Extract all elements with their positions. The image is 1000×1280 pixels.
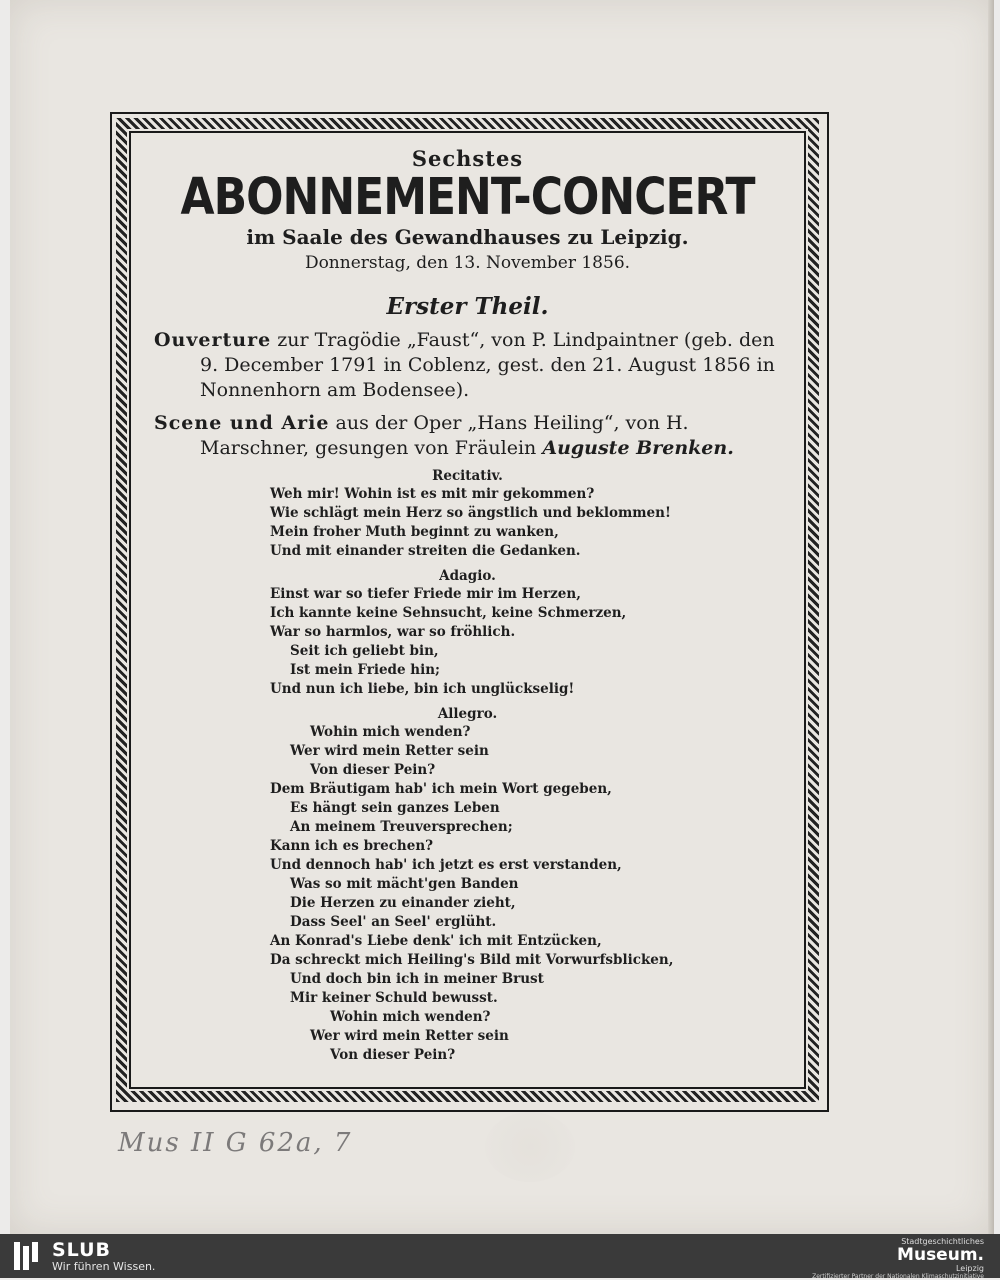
venue: im Saale des Gewandhauses zu Leipzig. — [246, 225, 689, 249]
allegro-lines — [270, 723, 795, 1065]
slub-logo-icon[interactable] — [14, 1242, 40, 1270]
lyric-line: An meinem Treuversprechen; — [290, 819, 513, 835]
lyric-line: Dem Bräutigam hab' ich mein Wort gegeben, — [270, 781, 612, 797]
library-tagline: Wir führen Wissen. — [52, 1260, 156, 1273]
program-item-aria — [140, 411, 795, 461]
embossed-stamp — [485, 1112, 575, 1182]
singer-name: Auguste Brenken. — [542, 437, 734, 459]
lyric-line: Von dieser Pein? — [310, 762, 436, 778]
museum-name: Museum. — [897, 1245, 984, 1265]
museum-city: Leipzig — [955, 1264, 984, 1273]
lyric-line: Und dennoch hab' ich jetzt es erst verstanden, — [270, 857, 622, 873]
handwritten-shelfmark: Mus II G 62a, 7 — [118, 1128, 353, 1158]
lyric-line: Mir keiner Schuld bewusst. — [290, 990, 498, 1006]
section-heading-allegro: Allegro. — [437, 706, 498, 722]
item-text: aus der Oper „Hans Heiling“, von H. Marschner, gesungen von Fräulein — [200, 412, 689, 459]
lyric-line: An Konrad's Liebe denk' ich mit Entzücken, — [270, 933, 602, 949]
viewer-footer — [0, 1234, 1000, 1278]
lyric-line: Wer wird mein Retter sein — [290, 743, 489, 759]
lyric-line: Kann ich es brechen? — [270, 838, 434, 854]
adagio-lines — [270, 585, 795, 699]
concert-number: Sechstes — [411, 146, 524, 171]
lyric-line: Von dieser Pein? — [330, 1047, 456, 1063]
lyric-line: War so harmlos, war so fröhlich. — [270, 624, 516, 640]
museum-note: Zertifizierter Partner der Nationalen Klimaschutzinitiative — [812, 1273, 984, 1280]
lyric-line: Und doch bin ich in meiner Brust — [290, 971, 544, 987]
section-heading-adagio: Adagio. — [439, 568, 496, 584]
lyric-line: Ist mein Friede hin; — [290, 662, 441, 678]
lyric-line: Mein froher Muth beginnt zu wanken, — [270, 524, 559, 540]
lyric-line: Ich kannte keine Sehnsucht, keine Schmerzen, — [270, 605, 627, 621]
library-name[interactable]: SLUB — [52, 1239, 112, 1261]
lyric-line: Dass Seel' an Seel' erglüht. — [290, 914, 497, 930]
museum-logo[interactable] — [812, 1237, 984, 1280]
item-lead: Ouverture — [154, 329, 272, 351]
program-item-overture — [140, 328, 795, 403]
section-heading-recitativ: Recitativ. — [432, 468, 503, 484]
concert-date: Donnerstag, den 13. November 1856. — [304, 253, 631, 273]
lyric-line: Wohin mich wenden? — [310, 724, 471, 740]
lyric-line: Wie schlägt mein Herz so ängstlich und beklommen! — [270, 505, 671, 521]
lyric-line: Was so mit mächt'gen Banden — [290, 876, 519, 892]
program-content — [140, 140, 795, 1065]
recitativ-lines — [270, 485, 795, 561]
item-lead: Scene und Arie — [154, 412, 330, 434]
lyric-line: Da schreckt mich Heiling's Bild mit Vorwurfsblicken, — [270, 952, 674, 968]
lyric-line: Wer wird mein Retter sein — [310, 1028, 509, 1044]
museum-small-label: Stadtgeschichtliches — [901, 1237, 984, 1246]
lyric-line: Seit ich geliebt bin, — [290, 643, 439, 659]
lyric-line: Es hängt sein ganzes Leben — [290, 800, 500, 816]
item-text: zur Tragödie „Faust“, von P. Lindpaintner (geb. den 9. December 1791 in Coblenz, gest. den 21. August 1856 in Nonnenhorn am Bodensee). — [200, 329, 775, 401]
page-edge — [988, 0, 994, 1234]
lyric-line: Und nun ich liebe, bin ich unglückselig! — [270, 681, 575, 697]
lyric-line: Weh mir! Wohin ist es mit mir gekommen? — [270, 486, 595, 502]
lyric-line: Wohin mich wenden? — [330, 1009, 491, 1025]
concert-title: ABONNEMENT-CONCERT — [180, 168, 755, 227]
lyric-line: Und mit einander streiten die Gedanken. — [270, 543, 581, 559]
lyric-line: Die Herzen zu einander zieht, — [290, 895, 516, 911]
part-heading: Erster Theil. — [386, 293, 549, 320]
lyric-line: Einst war so tiefer Friede mir im Herzen, — [270, 586, 581, 602]
